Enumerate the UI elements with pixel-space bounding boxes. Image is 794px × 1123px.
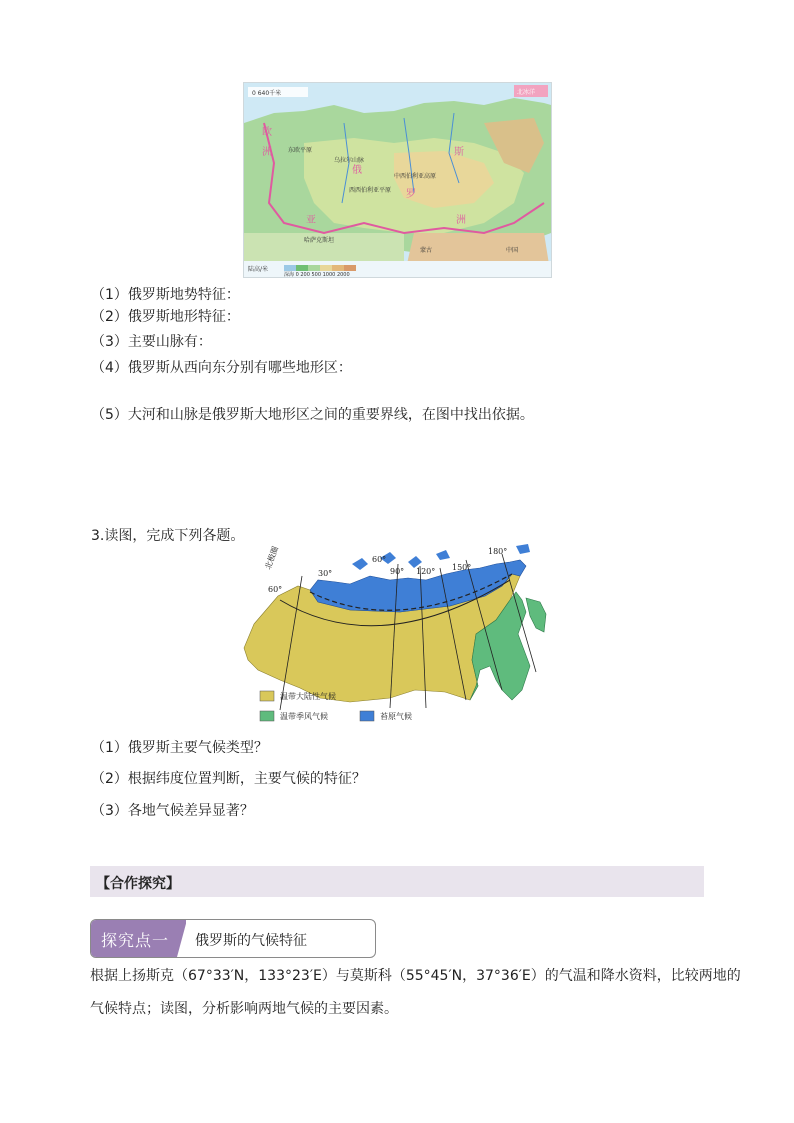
map-label-russia-2: 罗 <box>406 189 416 200</box>
question-b3: （3）各地气候差异显著？ <box>91 803 254 819</box>
map-label-kazakh: 哈萨克斯坦 <box>304 237 335 244</box>
lat-60-label: 60° <box>268 585 283 594</box>
section-3-heading: 3.读图，完成下列各题。 <box>91 528 245 544</box>
lon-120-label: 120° <box>416 567 436 576</box>
lon-30-label: 30° <box>318 569 333 578</box>
russia-terrain-map <box>243 82 552 278</box>
banner-title: 【合作探究】 <box>96 876 180 892</box>
russia-climate-map <box>240 540 552 728</box>
inquiry-tag <box>91 920 186 957</box>
map-label-zhou: 洲 <box>262 147 272 158</box>
map-legend-label: 陆高/米 <box>248 266 269 273</box>
question-b1: （1）俄罗斯主要气候类型？ <box>91 740 268 756</box>
question-a3: （3）主要山脉有： <box>91 334 212 350</box>
legend-continental: 温带大陆性气候 <box>280 692 336 701</box>
lon-60-label: 60° <box>372 555 387 564</box>
question-a4: （4）俄罗斯从西向东分别有哪些地形区： <box>91 360 352 376</box>
inquiry-title: 俄罗斯的气候特征 <box>195 933 307 949</box>
paragraph-line-2: 气候特点；读图，分析影响两地气候的主要因素。 <box>90 1001 398 1017</box>
map-label-russia-1: 俄 <box>352 165 362 176</box>
terrain-map-graphic <box>244 83 551 277</box>
cooperative-inquiry-banner <box>90 866 704 897</box>
paragraph-line-1: 根据上扬斯克（67°33′N，133°23′E）与莫斯科（55°45′N，37°36′E）的气温和降水资料，比较两地的 <box>90 968 741 984</box>
map-label-west-plain: 东欧平原 <box>288 147 313 154</box>
map-scale-text: 0 640千米 <box>252 90 282 97</box>
inquiry-point-box <box>90 919 376 958</box>
map-label-china: 中国 <box>506 247 519 254</box>
climate-map-graphic <box>240 540 552 728</box>
question-a5: （5）大河和山脉是俄罗斯大地形区之间的重要界线，在图中找出依据。 <box>91 407 534 423</box>
lon-150-label: 150° <box>452 563 472 572</box>
arctic-circle-label: 北极圈 <box>263 545 281 571</box>
map-label-asia-1: 亚 <box>306 215 316 226</box>
legend-tundra: 苔原气候 <box>380 712 412 721</box>
map-label-eu: 欧 <box>262 127 272 138</box>
legend-monsoon: 温带季风气候 <box>280 712 328 721</box>
map-label-ural: 乌拉尔山脉 <box>334 157 365 164</box>
map-label-c-siberia: 中西伯利亚高原 <box>394 173 437 180</box>
question-b2: （2）根据纬度位置判断，主要气候的特征？ <box>91 771 366 787</box>
map-label-asia-2: 洲 <box>456 215 466 226</box>
map-ocean-label: 北冰洋 <box>517 89 536 96</box>
map-label-si: 斯 <box>454 147 464 158</box>
lon-180-label: 180° <box>488 547 508 556</box>
question-a1: （1）俄罗斯地势特征： <box>91 287 240 303</box>
map-legend-ticks: 深海 0 200 500 1000 2000 <box>284 272 350 278</box>
inquiry-tag-label: 探究点一 <box>101 931 170 950</box>
map-label-w-siberia: 西西伯利亚平原 <box>349 187 392 194</box>
question-a2: （2）俄罗斯地形特征： <box>91 309 240 325</box>
lon-90-label: 90° <box>390 567 405 576</box>
map-label-mongolia: 蒙古 <box>420 247 433 254</box>
